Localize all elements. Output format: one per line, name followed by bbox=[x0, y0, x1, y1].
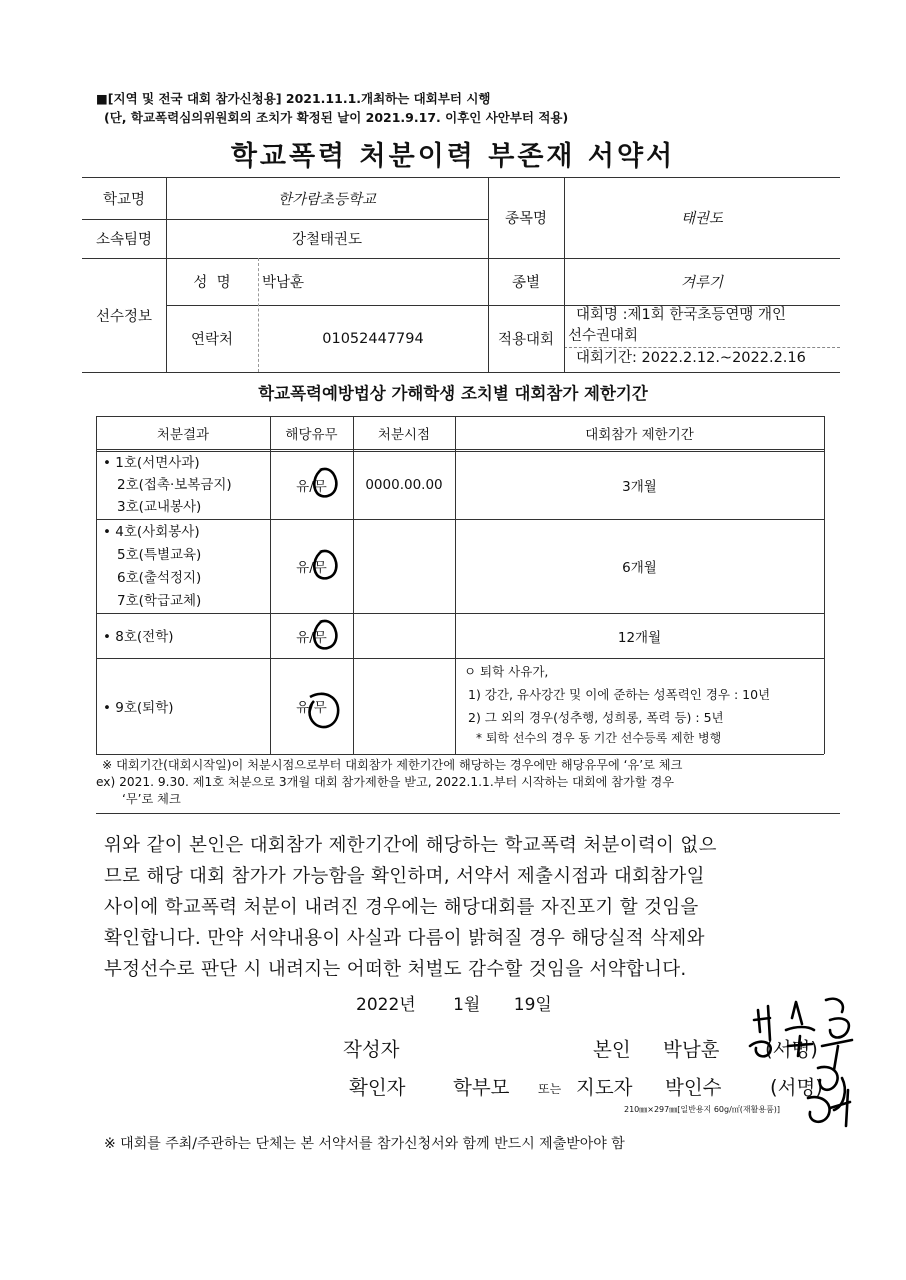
sport-value: 태권도 bbox=[680, 211, 724, 227]
pledge-line: 므로 해당 대회 참가가 가능함을 확인하며, 서약서 제출시점과 대회참가일 bbox=[104, 866, 705, 887]
confirm-label: 확인자 bbox=[349, 1076, 406, 1099]
page-title: 학교폭력 처분이력 부존재 서약서 bbox=[230, 141, 676, 172]
header-limit: 대회참가 제한기간 bbox=[585, 426, 694, 443]
limit-line: ㅇ 퇴학 사유가, bbox=[464, 664, 549, 679]
row-4-limit bbox=[460, 660, 822, 747]
circle-mark-2 bbox=[314, 551, 336, 578]
row-1-check: 유/무 bbox=[296, 479, 327, 495]
footnote-line-3: ‘무’로 체크 bbox=[122, 792, 181, 806]
writer-label: 작성자 bbox=[343, 1038, 400, 1061]
pledge-line: 사이에 학교폭력 처분이 내려진 경우에는 해당대회를 자진포기 할 것임을 bbox=[104, 897, 699, 918]
header-applicable: 해당유무 bbox=[285, 426, 338, 443]
circle-mark-3 bbox=[314, 621, 336, 648]
pledge-text bbox=[104, 830, 834, 985]
category-value: 겨루기 bbox=[680, 275, 724, 291]
table-subtitle: 학교폭력예방법상 가해학생 조치별 대회참가 제한기간 bbox=[258, 384, 648, 403]
footnote bbox=[96, 757, 841, 808]
coach-label: 지도자 bbox=[576, 1076, 633, 1099]
sport-label: 종목명 bbox=[504, 211, 548, 227]
self-name: 박남훈 bbox=[663, 1038, 720, 1061]
school-label: 학교명 bbox=[102, 191, 146, 208]
player-info-label: 선수정보 bbox=[95, 308, 153, 325]
check-marks bbox=[270, 451, 353, 754]
row-2-check: 유/무 bbox=[296, 560, 327, 576]
row-1-date: 0000.00.00 bbox=[365, 477, 443, 493]
table-row-1-items bbox=[103, 452, 232, 518]
date-month: 1월 bbox=[453, 995, 481, 1015]
footnote-line-1: ※ 대회기간(대회시작일)이 처분시점으로부터 대회참가 제한기간에 해당하는 경우에만 해당유무에 ‘유’로 체크 bbox=[102, 758, 683, 772]
contact-value: 01052447794 bbox=[322, 330, 424, 347]
list-item: • 4호(사회봉사) bbox=[103, 524, 200, 540]
handwritten-signature bbox=[730, 990, 870, 1140]
list-item: • 1호(서면사과) bbox=[103, 455, 200, 471]
circle-mark-1 bbox=[314, 469, 336, 496]
date bbox=[356, 990, 552, 1015]
or-label: 또는 bbox=[538, 1082, 562, 1096]
event-name-line-2: 선수권대회 bbox=[568, 328, 639, 344]
list-item: 5호(특별교육) bbox=[117, 547, 202, 563]
school-value: 한가람초등학교 bbox=[277, 191, 377, 208]
self-label: 본인 bbox=[593, 1038, 631, 1061]
notice-line-2: (단, 학교폭력심의위원회의 조치가 확정된 날이 2021.9.17. 이후인 사안부터 적용) bbox=[104, 110, 569, 125]
table-row-2-items bbox=[103, 521, 201, 613]
team-value: 강철태권도 bbox=[291, 232, 363, 248]
date-day: 19일 bbox=[513, 995, 552, 1015]
list-item: 2호(접촉·보복금지) bbox=[117, 477, 232, 493]
header-date: 처분시점 bbox=[377, 426, 431, 443]
date-year: 2022년 bbox=[356, 995, 416, 1015]
sign-label-1: (서명) bbox=[765, 1038, 818, 1061]
name-value: 박남훈 bbox=[262, 275, 305, 291]
notice-line-1: ■[지역 및 전국 대회 참가신청용] 2021.11.1.개최하는 대회부터 시행 bbox=[96, 91, 491, 106]
coach-name: 박인수 bbox=[665, 1076, 722, 1099]
event-label: 적용대회 bbox=[497, 332, 555, 348]
event-info bbox=[568, 305, 840, 369]
bottom-note: ※ 대회를 주최/주관하는 단체는 본 서약서를 참가신청서와 함께 반드시 제출받아야 함 bbox=[104, 1136, 625, 1152]
pledge-line: 확인합니다. 만약 서약내용이 사실과 다름이 밝혀질 경우 해당실적 삭제와 bbox=[104, 928, 705, 949]
sign-label-2: (서명) bbox=[770, 1076, 823, 1099]
event-name-line-1: 대회명 :제1회 한국초등연맹 개인 bbox=[576, 307, 787, 323]
table-row-3-items bbox=[103, 625, 174, 645]
name-label: 성 명 bbox=[193, 275, 231, 291]
parent-label: 학부모 bbox=[453, 1076, 510, 1099]
pledge-line: 부정선수로 판단 시 내려지는 어떠한 처벌도 감수할 것임을 서약합니다. bbox=[104, 959, 687, 980]
contact-label: 연락처 bbox=[190, 332, 234, 348]
header-result: 처분결과 bbox=[156, 426, 210, 443]
table-row-4-items bbox=[103, 696, 174, 716]
paper-spec: 210㎜×297㎜[일반용지 60g/㎡(재활용품)] bbox=[624, 1105, 781, 1114]
notice bbox=[96, 89, 568, 127]
row-3-check: 유/무 bbox=[296, 629, 327, 646]
limit-line: 1) 강간, 유사강간 및 이에 준하는 성폭력인 경우 : 10년 bbox=[468, 687, 771, 702]
list-item: • 9호(퇴학) bbox=[103, 700, 174, 716]
row-3-limit: 12개월 bbox=[617, 629, 662, 646]
row-1-limit: 3개월 bbox=[622, 479, 657, 495]
category-label: 종별 bbox=[511, 275, 540, 291]
list-item: 6호(출석정지) bbox=[117, 570, 202, 586]
row-2-limit: 6개월 bbox=[622, 560, 657, 576]
row-4-check: 유/무 bbox=[296, 700, 327, 716]
pledge-line: 위와 같이 본인은 대회참가 제한기간에 해당하는 학교폭력 처분이력이 없으 bbox=[104, 835, 717, 856]
circle-mark-4 bbox=[310, 694, 339, 727]
limit-line: * 퇴학 선수의 경우 동 기간 선수등록 제한 병행 bbox=[476, 731, 722, 745]
list-item: • 8호(전학) bbox=[103, 629, 174, 645]
limit-line: 2) 그 외의 경우(성추행, 성희롱, 폭력 등) : 5년 bbox=[468, 710, 724, 725]
list-item: 7호(학급교체) bbox=[117, 593, 202, 609]
event-period: 대회기간: 2022.2.12.~2022.2.16 bbox=[576, 350, 806, 366]
list-item: 3호(교내봉사) bbox=[117, 499, 202, 515]
team-label: 소속팀명 bbox=[95, 232, 153, 248]
footnote-line-2: ex) 2021. 9.30. 제1호 처분으로 3개월 대회 참가제한을 받고, 2022.1.1.부터 시작하는 대회에 참가할 경우 bbox=[96, 775, 675, 789]
